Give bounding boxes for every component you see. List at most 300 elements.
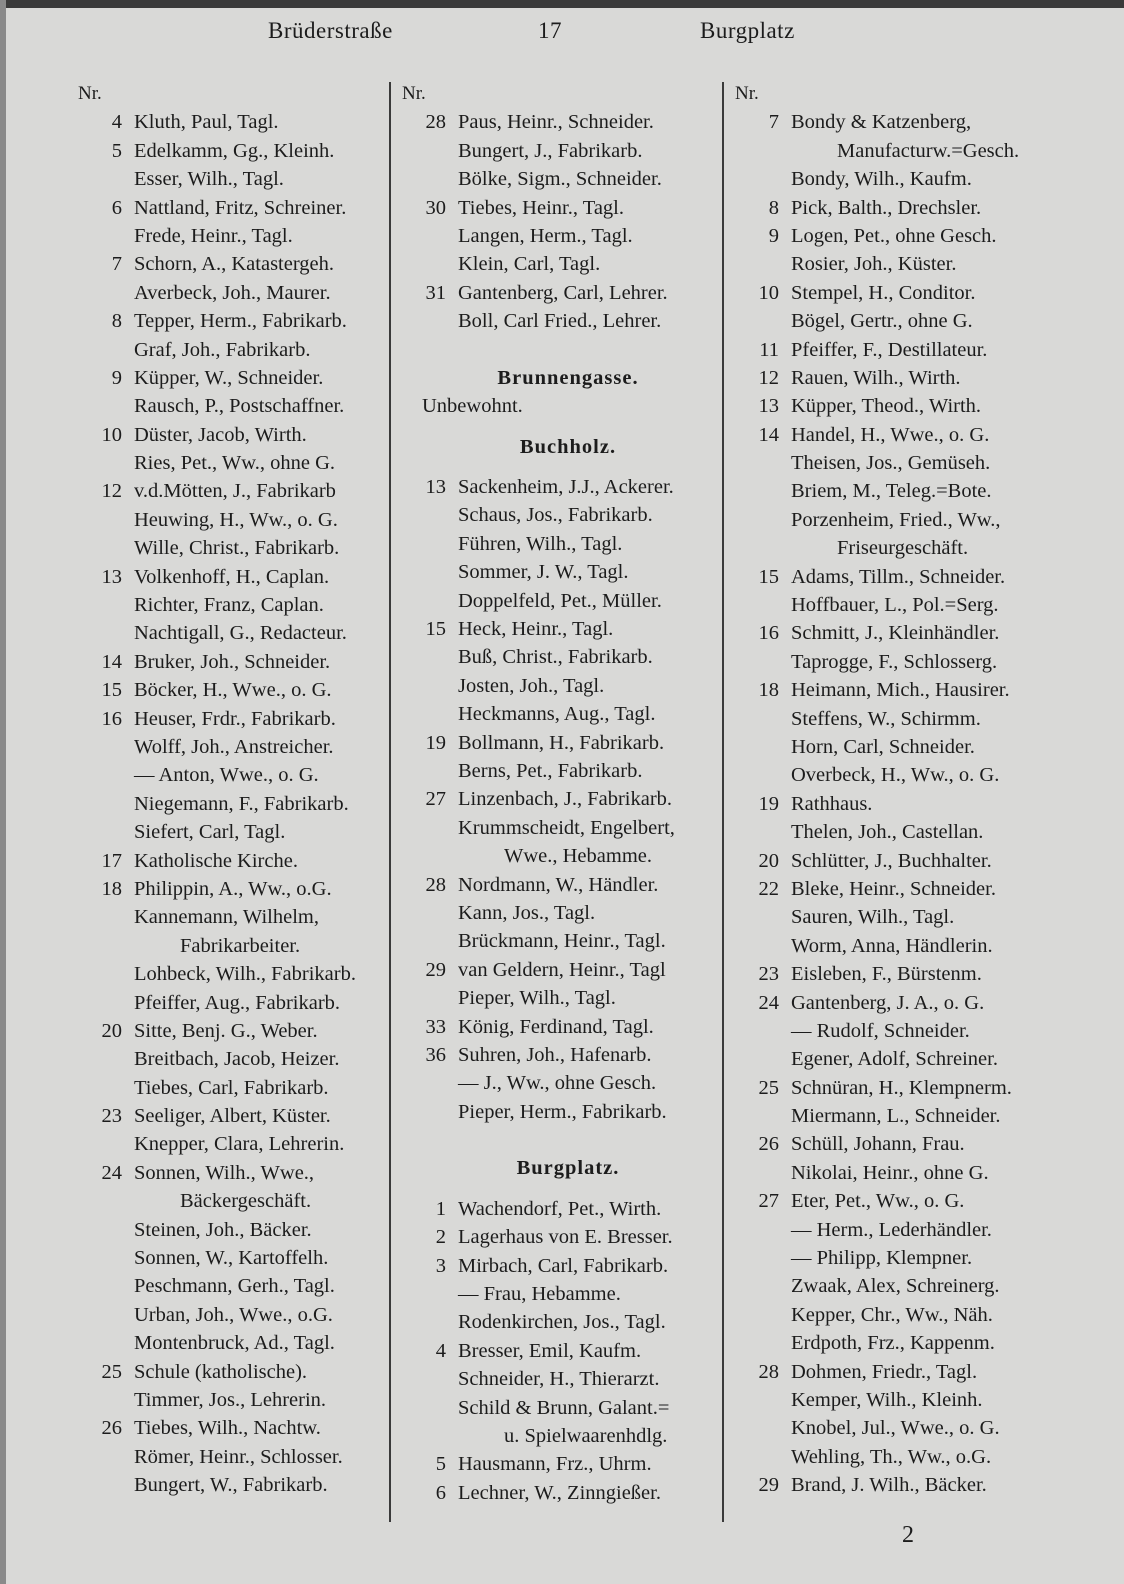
resident-text: Richter, Franz, Caplan. bbox=[134, 594, 324, 617]
resident-text: Nattland, Fritz, Schreiner. bbox=[134, 196, 347, 219]
directory-entry bbox=[402, 473, 722, 501]
resident-text: Wille, Christ., Fabrikarb. bbox=[134, 537, 340, 560]
directory-entry bbox=[78, 1102, 390, 1130]
resident-text: Manufacturw.=Gesch. bbox=[837, 139, 1020, 162]
house-number: 4 bbox=[435, 1339, 446, 1362]
resident-text: Horn, Carl, Schneider. bbox=[791, 735, 975, 758]
house-number: 3 bbox=[435, 1254, 446, 1277]
house-number bbox=[735, 1329, 779, 1357]
house-number: 13 bbox=[101, 565, 122, 588]
resident-text: Sommer, J. W., Tagl. bbox=[458, 561, 629, 584]
directory-entry bbox=[78, 1187, 390, 1215]
resident-text: Overbeck, H., Ww., o. G. bbox=[791, 764, 1000, 787]
resident-text: Urban, Joh., Wwe., o.G. bbox=[134, 1303, 333, 1326]
resident-text: u. Spielwaarenhdlg. bbox=[504, 1424, 668, 1447]
resident-text: Wachendorf, Pet., Wirth. bbox=[458, 1197, 662, 1220]
house-number: 8 bbox=[111, 310, 122, 333]
directory-entry bbox=[735, 194, 1055, 222]
resident-text: Miermann, L., Schneider. bbox=[791, 1105, 1001, 1128]
house-number bbox=[78, 932, 122, 960]
resident-text: Eter, Pet., Ww., o. G. bbox=[791, 1190, 965, 1213]
house-number bbox=[78, 279, 122, 307]
resident-text: Erdpoth, Frz., Kappenm. bbox=[791, 1332, 995, 1355]
house-number bbox=[402, 814, 446, 842]
house-number bbox=[402, 1422, 446, 1450]
house-number bbox=[735, 534, 779, 562]
resident-text: Dohmen, Friedr., Tagl. bbox=[791, 1360, 978, 1383]
house-number: 13 bbox=[425, 476, 446, 499]
house-number bbox=[735, 307, 779, 335]
directory-entry bbox=[735, 705, 1055, 733]
house-number: 16 bbox=[101, 707, 122, 730]
directory-entry bbox=[402, 1308, 722, 1336]
resident-text: Heimann, Mich., Hausirer. bbox=[791, 679, 1010, 702]
resident-text: Tepper, Herm., Fabrikarb. bbox=[134, 310, 347, 333]
house-number: 14 bbox=[758, 423, 779, 446]
directory-entry bbox=[402, 1041, 722, 1069]
street-name: Buchholz. bbox=[519, 435, 617, 458]
house-number: 19 bbox=[425, 731, 446, 754]
house-number bbox=[735, 648, 779, 676]
scan-left-edge bbox=[0, 0, 6, 1584]
resident-text: Lohbeck, Wilh., Fabrikarb. bbox=[134, 963, 356, 986]
house-number bbox=[402, 336, 446, 364]
resident-text: Thelen, Joh., Castellan. bbox=[791, 821, 984, 844]
directory-entry bbox=[402, 1252, 722, 1280]
resident-text: Sackenheim, J.J., Ackerer. bbox=[458, 476, 674, 499]
house-number bbox=[402, 587, 446, 615]
directory-entry bbox=[78, 1471, 390, 1499]
house-number bbox=[402, 165, 446, 193]
directory-entry bbox=[402, 729, 722, 757]
house-number: 6 bbox=[111, 196, 122, 219]
resident-text: Theisen, Jos., Gemüseh. bbox=[791, 452, 991, 475]
resident-text bbox=[779, 80, 791, 108]
directory-entry bbox=[402, 1098, 722, 1126]
directory-entry bbox=[402, 137, 722, 165]
resident-text: Krummscheidt, Engelbert, bbox=[458, 816, 675, 839]
house-number bbox=[402, 672, 446, 700]
resident-text: Rodenkirchen, Jos., Tagl. bbox=[458, 1311, 666, 1334]
directory-entry bbox=[735, 165, 1055, 193]
street-name: Brunnengasse. bbox=[497, 366, 639, 389]
resident-text: König, Ferdinand, Tagl. bbox=[458, 1015, 654, 1038]
resident-text: — Herm., Lederhändler. bbox=[791, 1218, 992, 1241]
directory-entry bbox=[78, 222, 390, 250]
house-number: 15 bbox=[425, 618, 446, 641]
house-number: 29 bbox=[758, 1474, 779, 1497]
house-number bbox=[78, 1272, 122, 1300]
directory-entry bbox=[78, 932, 390, 960]
house-number bbox=[402, 222, 446, 250]
resident-text bbox=[446, 336, 458, 364]
house-number bbox=[78, 733, 122, 761]
directory-entry bbox=[735, 1017, 1055, 1045]
resident-text: Lagerhaus von E. Bresser. bbox=[458, 1226, 673, 1249]
directory-entry bbox=[78, 1443, 390, 1471]
house-number: Nr. bbox=[735, 83, 759, 104]
directory-entry bbox=[402, 501, 722, 529]
house-number bbox=[402, 137, 446, 165]
directory-entry bbox=[402, 757, 722, 785]
house-number bbox=[78, 989, 122, 1017]
resident-text: Rosier, Joh., Küster. bbox=[791, 253, 957, 276]
house-number bbox=[735, 1216, 779, 1244]
resident-text: Heuwing, H., Ww., o. G. bbox=[134, 508, 338, 531]
resident-text: Pfeiffer, F., Destillateur. bbox=[791, 338, 988, 361]
column-label bbox=[78, 80, 390, 108]
directory-entry bbox=[735, 563, 1055, 591]
house-number bbox=[78, 1216, 122, 1244]
directory-entry bbox=[78, 364, 390, 392]
house-number: 15 bbox=[758, 565, 779, 588]
house-number: 14 bbox=[101, 650, 122, 673]
directory-entry bbox=[78, 250, 390, 278]
house-number bbox=[78, 960, 122, 988]
house-number bbox=[402, 842, 446, 870]
house-number bbox=[78, 619, 122, 647]
resident-text: — Rudolf, Schneider. bbox=[791, 1019, 970, 1042]
house-number: 16 bbox=[758, 622, 779, 645]
resident-text: Egener, Adolf, Schreiner. bbox=[791, 1048, 998, 1071]
resident-text: — Anton, Wwe., o. G. bbox=[134, 764, 319, 787]
house-number bbox=[78, 1130, 122, 1158]
resident-text: Doppelfeld, Pet., Müller. bbox=[458, 589, 662, 612]
house-number: 27 bbox=[425, 788, 446, 811]
house-number: 24 bbox=[101, 1161, 122, 1184]
house-number bbox=[735, 1159, 779, 1187]
directory-entry bbox=[78, 137, 390, 165]
house-number bbox=[78, 1187, 122, 1215]
directory-entry bbox=[735, 1130, 1055, 1158]
house-number: 30 bbox=[425, 196, 446, 219]
house-number bbox=[78, 165, 122, 193]
house-number bbox=[78, 761, 122, 789]
directory-entry bbox=[78, 619, 390, 647]
resident-text: Kluth, Paul, Tagl. bbox=[134, 111, 279, 134]
directory-entry bbox=[78, 733, 390, 761]
directory-entry bbox=[78, 165, 390, 193]
directory-entry bbox=[402, 700, 722, 728]
house-number: 23 bbox=[758, 963, 779, 986]
resident-text: Averbeck, Joh., Maurer. bbox=[134, 281, 331, 304]
resident-text: Unbewohnt. bbox=[422, 395, 523, 418]
resident-text: Bungert, J., Fabrikarb. bbox=[458, 139, 643, 162]
directory-entry bbox=[735, 1358, 1055, 1386]
resident-text: Schnüran, H., Klempnerm. bbox=[791, 1076, 1012, 1099]
house-number: 25 bbox=[758, 1076, 779, 1099]
resident-text: Schorn, A., Katastergeh. bbox=[134, 253, 335, 276]
house-number bbox=[735, 1102, 779, 1130]
directory-entry bbox=[78, 1074, 390, 1102]
house-number bbox=[735, 477, 779, 505]
resident-text: Heckmanns, Aug., Tagl. bbox=[458, 703, 656, 726]
resident-text: Pieper, Wilh., Tagl. bbox=[458, 987, 616, 1010]
directory-entry bbox=[735, 307, 1055, 335]
directory-entry bbox=[735, 1102, 1055, 1130]
directory-entry bbox=[78, 1386, 390, 1414]
resident-text: Suhren, Joh., Hafenarb. bbox=[458, 1043, 652, 1066]
directory-entry bbox=[402, 956, 722, 984]
house-number: 33 bbox=[425, 1015, 446, 1038]
directory-entry bbox=[78, 477, 390, 505]
house-number: 36 bbox=[425, 1043, 446, 1066]
directory-entry bbox=[402, 1394, 722, 1422]
directory-entry bbox=[735, 1443, 1055, 1471]
resident-text: Stempel, H., Conditor. bbox=[791, 281, 976, 304]
resident-text: Knepper, Clara, Lehrerin. bbox=[134, 1133, 345, 1156]
directory-entry bbox=[402, 1223, 722, 1251]
house-number: Nr. bbox=[402, 83, 426, 104]
directory-entry bbox=[402, 194, 722, 222]
resident-text: Mirbach, Carl, Fabrikarb. bbox=[458, 1254, 669, 1277]
resident-text: Heck, Heinr., Tagl. bbox=[458, 618, 614, 641]
house-number: 1 bbox=[435, 1197, 446, 1220]
directory-entry bbox=[402, 222, 722, 250]
house-number: 4 bbox=[111, 111, 122, 134]
resident-text: Wolff, Joh., Anstreicher. bbox=[134, 735, 334, 758]
resident-text: Bresser, Emil, Kaufm. bbox=[458, 1339, 642, 1362]
spacer bbox=[402, 1183, 722, 1195]
resident-text: Bruker, Joh., Schneider. bbox=[134, 650, 331, 673]
house-number bbox=[78, 336, 122, 364]
directory-entry bbox=[78, 1159, 390, 1187]
street-heading bbox=[402, 364, 722, 392]
house-number bbox=[402, 757, 446, 785]
directory-entry bbox=[78, 1130, 390, 1158]
directory-entry bbox=[735, 1187, 1055, 1215]
directory-entry bbox=[735, 1386, 1055, 1414]
house-number: 20 bbox=[101, 1019, 122, 1042]
resident-text: Linzenbach, J., Fabrikarb. bbox=[458, 788, 673, 811]
resident-text bbox=[446, 80, 458, 108]
resident-text: Bögel, Gertr., ohne G. bbox=[791, 310, 973, 333]
house-number bbox=[735, 165, 779, 193]
directory-entry bbox=[402, 785, 722, 813]
directory-entry bbox=[735, 790, 1055, 818]
house-number bbox=[402, 250, 446, 278]
resident-text: v.d.Mötten, J., Fabrikarb bbox=[134, 480, 336, 503]
directory-entry bbox=[402, 871, 722, 899]
house-number bbox=[735, 761, 779, 789]
directory-entry bbox=[735, 733, 1055, 761]
resident-text: Kemper, Wilh., Kleinh. bbox=[791, 1388, 983, 1411]
resident-text: Bungert, W., Fabrikarb. bbox=[134, 1474, 328, 1497]
house-number bbox=[78, 1329, 122, 1357]
directory-entry bbox=[402, 392, 722, 420]
column-2 bbox=[402, 80, 722, 1507]
resident-text: Schüll, Johann, Frau. bbox=[791, 1133, 965, 1156]
resident-text: Breitbach, Jacob, Heizer. bbox=[134, 1048, 340, 1071]
resident-text: Boll, Carl Fried., Lehrer. bbox=[458, 310, 662, 333]
house-number: 9 bbox=[111, 366, 122, 389]
resident-text: Timmer, Jos., Lehrerin. bbox=[134, 1388, 327, 1411]
directory-entry bbox=[78, 421, 390, 449]
directory-entry bbox=[402, 1280, 722, 1308]
directory-entry bbox=[78, 563, 390, 591]
directory-entry bbox=[78, 1216, 390, 1244]
resident-text: Nachtigall, G., Redacteur. bbox=[134, 622, 347, 645]
directory-entry bbox=[735, 506, 1055, 534]
house-number bbox=[735, 932, 779, 960]
house-number bbox=[78, 1443, 122, 1471]
house-number: 18 bbox=[101, 877, 122, 900]
house-number bbox=[402, 1098, 446, 1126]
house-number bbox=[735, 506, 779, 534]
resident-text: Friseurgeschäft. bbox=[837, 537, 969, 560]
directory-entry bbox=[78, 818, 390, 846]
resident-text: Küpper, Theod., Wirth. bbox=[791, 395, 982, 418]
resident-text: Lechner, W., Zinngießer. bbox=[458, 1481, 661, 1504]
resident-text: Ries, Pet., Ww., ohne G. bbox=[134, 452, 335, 475]
resident-text: Berns, Pet., Fabrikarb. bbox=[458, 759, 643, 782]
directory-entry bbox=[402, 250, 722, 278]
resident-text: Buß, Christ., Fabrikarb. bbox=[458, 646, 653, 669]
resident-text: Gantenberg, J. A., o. G. bbox=[791, 991, 985, 1014]
resident-text: Graf, Joh., Fabrikarb. bbox=[134, 338, 311, 361]
resident-text: Tiebes, Carl, Fabrikarb. bbox=[134, 1076, 329, 1099]
house-number bbox=[78, 392, 122, 420]
house-number: Nr. bbox=[78, 83, 102, 104]
resident-text: Schaus, Jos., Fabrikarb. bbox=[458, 504, 653, 527]
directory-entry bbox=[78, 307, 390, 335]
resident-text: Tiebes, Heinr., Tagl. bbox=[458, 196, 624, 219]
resident-text: Pick, Balth., Drechsler. bbox=[791, 196, 982, 219]
directory-entry bbox=[735, 676, 1055, 704]
directory-entry bbox=[402, 1013, 722, 1041]
directory-entry bbox=[78, 194, 390, 222]
directory-entry bbox=[78, 875, 390, 903]
house-number: 25 bbox=[101, 1360, 122, 1383]
house-number bbox=[78, 222, 122, 250]
resident-text: Brückmann, Heinr., Tagl. bbox=[458, 930, 666, 953]
house-number bbox=[78, 1244, 122, 1272]
house-number: 28 bbox=[425, 873, 446, 896]
house-number: 17 bbox=[101, 849, 122, 872]
resident-text: Sonnen, W., Kartoffelh. bbox=[134, 1247, 329, 1270]
resident-text: Bleke, Heinr., Schneider. bbox=[791, 877, 996, 900]
resident-text: Führen, Wilh., Tagl. bbox=[458, 532, 623, 555]
column-divider bbox=[722, 82, 724, 1522]
resident-text: Peschmann, Gerh., Tagl. bbox=[134, 1275, 335, 1298]
directory-entry bbox=[735, 1471, 1055, 1499]
house-number: 13 bbox=[758, 395, 779, 418]
directory-entry bbox=[402, 899, 722, 927]
house-number: 5 bbox=[111, 139, 122, 162]
directory-entry bbox=[402, 1126, 722, 1154]
directory-entry bbox=[735, 108, 1055, 136]
resident-text: Volkenhoff, H., Caplan. bbox=[134, 565, 330, 588]
resident-text: Zwaak, Alex, Schreinerg. bbox=[791, 1275, 1000, 1298]
house-number bbox=[402, 1308, 446, 1336]
directory-entry bbox=[78, 534, 390, 562]
sheet-signature: 2 bbox=[902, 1522, 914, 1548]
resident-text: Philippin, A., Ww., o.G. bbox=[134, 877, 332, 900]
directory-entry bbox=[735, 364, 1055, 392]
resident-text: Knobel, Jul., Wwe., o. G. bbox=[791, 1417, 1000, 1440]
house-number bbox=[402, 1280, 446, 1308]
resident-text: Pieper, Herm., Fabrikarb. bbox=[458, 1100, 667, 1123]
resident-text: Paus, Heinr., Schneider. bbox=[458, 111, 654, 134]
resident-text: Langen, Herm., Tagl. bbox=[458, 224, 633, 247]
resident-text: Römer, Heinr., Schlosser. bbox=[134, 1445, 343, 1468]
house-number bbox=[402, 927, 446, 955]
house-number bbox=[735, 1386, 779, 1414]
directory-entry bbox=[735, 421, 1055, 449]
directory-entry bbox=[402, 615, 722, 643]
resident-text: Nikolai, Heinr., ohne G. bbox=[791, 1161, 989, 1184]
directory-entry bbox=[78, 1358, 390, 1386]
directory-entry bbox=[78, 1414, 390, 1442]
directory-entry bbox=[735, 1074, 1055, 1102]
resident-text: Edelkamm, Gg., Kleinh. bbox=[134, 139, 335, 162]
resident-text: — J., Ww., ohne Gesch. bbox=[458, 1072, 657, 1095]
directory-entry bbox=[402, 336, 722, 364]
directory-entry bbox=[402, 279, 722, 307]
resident-text: Kepper, Chr., Ww., Näh. bbox=[791, 1303, 993, 1326]
directory-entry bbox=[78, 790, 390, 818]
directory-entry bbox=[78, 847, 390, 875]
house-number: 2 bbox=[435, 1226, 446, 1249]
directory-entry bbox=[735, 1272, 1055, 1300]
resident-text: Kann, Jos., Tagl. bbox=[458, 901, 596, 924]
resident-text: Briem, M., Teleg.=Bote. bbox=[791, 480, 992, 503]
resident-text: Wwe., Hebamme. bbox=[504, 845, 652, 868]
house-number bbox=[78, 818, 122, 846]
directory-entry bbox=[735, 449, 1055, 477]
house-number bbox=[78, 1074, 122, 1102]
column-divider bbox=[389, 82, 391, 1522]
house-number: 20 bbox=[758, 849, 779, 872]
directory-entry bbox=[735, 1159, 1055, 1187]
directory-entry bbox=[78, 279, 390, 307]
spacer bbox=[402, 461, 722, 473]
directory-entry bbox=[78, 1272, 390, 1300]
street-name: Burgplatz. bbox=[516, 1157, 620, 1180]
house-number bbox=[402, 1069, 446, 1097]
house-number bbox=[402, 1394, 446, 1422]
house-number: 19 bbox=[758, 792, 779, 815]
house-number bbox=[735, 1244, 779, 1272]
directory-entry bbox=[78, 761, 390, 789]
directory-entry bbox=[78, 336, 390, 364]
resident-text: Schild & Brunn, Galant.= bbox=[458, 1396, 670, 1419]
resident-text: Siefert, Carl, Tagl. bbox=[134, 821, 286, 844]
column-1 bbox=[78, 80, 390, 1500]
house-number: 28 bbox=[425, 111, 446, 134]
resident-text: Bölke, Sigm., Schneider. bbox=[458, 168, 662, 191]
directory-entry bbox=[78, 392, 390, 420]
directory-entry bbox=[735, 1244, 1055, 1272]
house-number bbox=[78, 506, 122, 534]
resident-text: Heuser, Frdr., Fabrikarb. bbox=[134, 707, 336, 730]
house-number: 26 bbox=[758, 1133, 779, 1156]
resident-text: Steffens, W., Schirmm. bbox=[791, 707, 981, 730]
house-number bbox=[78, 534, 122, 562]
directory-entry bbox=[78, 705, 390, 733]
house-number: 12 bbox=[101, 480, 122, 503]
directory-entry bbox=[735, 960, 1055, 988]
directory-entry bbox=[402, 814, 722, 842]
resident-text: Rausch, P., Postschaffner. bbox=[134, 395, 345, 418]
house-number bbox=[735, 1045, 779, 1073]
directory-entry bbox=[402, 530, 722, 558]
directory-entry bbox=[735, 1414, 1055, 1442]
resident-text: Bondy, Wilh., Kaufm. bbox=[791, 168, 972, 191]
resident-text: Fabrikarbeiter. bbox=[180, 934, 301, 957]
house-number: 26 bbox=[101, 1417, 122, 1440]
resident-text: Schmitt, J., Kleinhändler. bbox=[791, 622, 1000, 645]
